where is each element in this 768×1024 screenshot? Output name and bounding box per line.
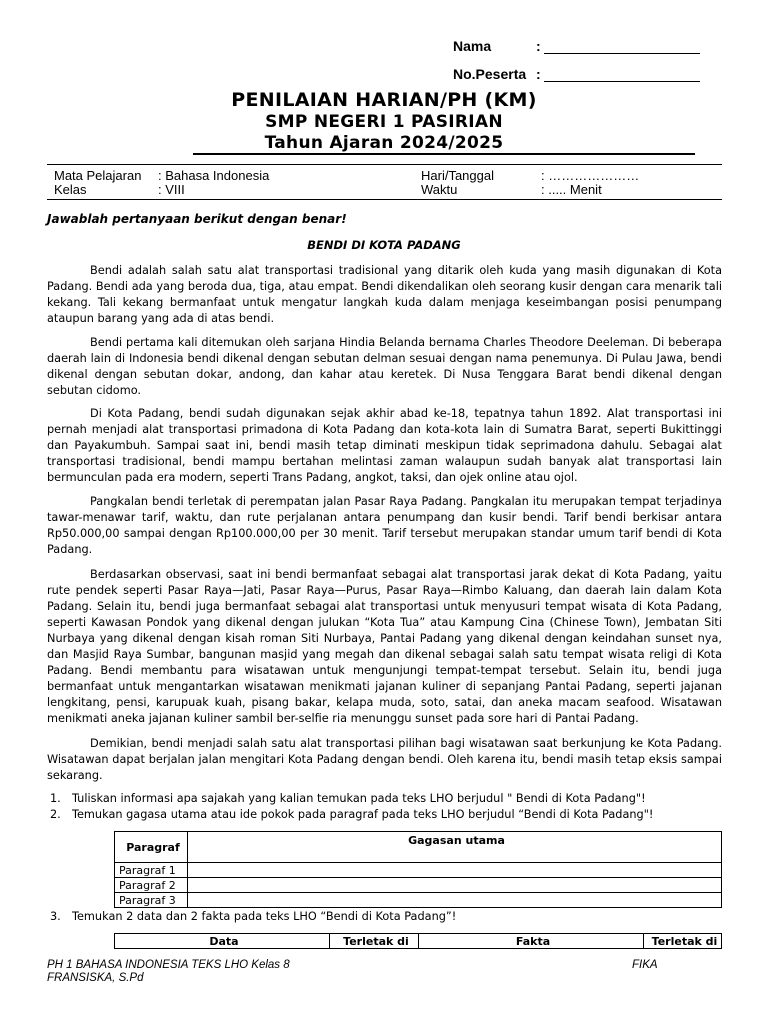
school-name: SMP NEGERI 1 PASIRIAN: [265, 112, 503, 132]
answer-cell[interactable]: [188, 863, 722, 878]
article-paragraph-1: Bendi adalah salah satu alat transportasi tradisional yang ditarik oleh kuda yang masih digunakan di Kota Padang. Bendi ada yang beroda dua, tiga, atau empat. Bendi dikendalikan oleh seorang kusir dengan cara menarik tali kekang. Tali kekang bermanfaat untuk mengatur langkah kuda dalam menjaga keseimbangan posisi penumpang ataupun barang yang ada di atas bendi.: [47, 264, 722, 325]
table-row: [115, 878, 722, 893]
name-label: Nama: [453, 38, 492, 54]
meta-top-divider: [47, 164, 722, 165]
article-paragraph-4: Pangkalan bendi terletak di perempatan jalan Pasar Raya Padang. Pangkalan itu merupakan tempat terjadinya tawar-menawar tarif, waktu, dan rute perjalanan antara penumpang dan kusir bendi. Tarif bendi berkisar antara Rp50.000,00 sampai dengan Rp100.000,00 per 30 menit. Tarif tersebut merupakan standar umum tarif bendi di Kota Padang.: [47, 495, 722, 556]
participant-colon: :: [536, 66, 541, 82]
answer-cell[interactable]: [188, 878, 722, 893]
table-row-label: Paragraf 2: [115, 878, 188, 893]
footer-author: FRANSISKA, S.Pd: [47, 972, 144, 984]
question-2-text: Temukan gagasa utama atau ide pokok pada paragraf pada teks LHO berjudul “Bendi di Kota Padang"!: [72, 808, 654, 821]
participant-label: No.Peserta: [453, 66, 527, 82]
participant-number-field[interactable]: [544, 81, 700, 82]
question-2-number: 2.: [50, 808, 61, 821]
date-value: : …………………: [541, 168, 640, 183]
table-header-fact: Fakta: [419, 934, 644, 949]
article-paragraph-3: Di Kota Padang, bendi sudah digunakan sejak akhir abad ke-18, tepatnya tahun 1892. Alat transportasi ini pernah menjadi alat transportasi primadona di Kota Padang dan kota-kota lain di Sumatra Barat, seperti Bukittinggi dan Payakumbuh. Sampai saat ini, bendi masih tetap diminati meskipun tidak seprimadona dahulu. Sebagai alat transportasi tradisional, bendi mampu bertahan melintasi zaman walaupun sudah banyak alat transportasi lain bermunculan pada era modern, seperti Trans Padang, angkot, taksi, dan ojek online atau ojol.: [47, 407, 722, 484]
table-header-row: [115, 934, 722, 949]
data-fact-table: [114, 933, 722, 949]
date-label: Hari/Tanggal: [421, 168, 494, 183]
subject-label: Mata Pelajaran: [54, 168, 142, 183]
name-colon: :: [536, 38, 541, 54]
time-value: : ..... Menit: [541, 182, 602, 197]
time-label: Waktu: [421, 182, 458, 197]
article-paragraph-2: Bendi pertama kali ditemukan oleh sarjana Hindia Belanda bernama Charles Theodore Deeleman. Di beberapa daerah lain di Indonesia bendi dikenal dengan sebutan delman sesuai dengan nama penemunya. Di Pulau Jawa, bendi dikenal dengan sebutan dokar, andong, dan kahar atau keretek. Di Nusa Tenggara Barat bendi dikenal dengan sebutan cidomo.: [47, 336, 722, 397]
footer-initials: FIKA: [632, 959, 658, 971]
name-field[interactable]: [544, 53, 700, 54]
question-3-number: 3.: [50, 910, 61, 923]
title-underline: [193, 153, 695, 155]
exam-title: PENILAIAN HARIAN/PH (KM): [231, 89, 537, 111]
class-label: Kelas: [54, 182, 87, 197]
question-1-number: 1.: [50, 792, 61, 805]
academic-year: Tahun Ajaran 2024/2025: [264, 133, 504, 153]
question-3-text: Temukan 2 data dan 2 fakta pada teks LHO “Bendi di Kota Padang”!: [72, 910, 457, 923]
table-header-paragraph: Paragraf: [115, 832, 188, 863]
table-row-label: Paragraf 3: [115, 893, 188, 908]
subject-value: : Bahasa Indonesia: [158, 168, 270, 183]
answer-cell[interactable]: [188, 893, 722, 908]
table-row-label: Paragraf 1: [115, 863, 188, 878]
table-header-row: [115, 832, 722, 863]
article-paragraph-5: Berdasarkan observasi, saat ini bendi bermanfaat sebagai alat transportasi jarak dekat di Kota Padang, yaitu rute pendek seperti Pasar Raya—Jati, Pasar Raya—Purus, Pasar Raya—Rimbo Kaluang, dan daerah lain dalam Kota Padang. Selain itu, bendi juga bermanfaat sebagai alat transportasi untuk menyusuri tempat wisata di Kota Padang, seperti Kawasan Pondok yang dikenal dengan julukan “Kota Tua” atau Kampung Cina (Chinese Town), Jembatan Siti Nurbaya yang dikenal dengan kisah roman Siti Nurbaya, Pantai Padang yang dikenal dengan keindahan sunset nya, dan Masjid Raya Sumbar, bangunan masjid yang megah dan dikenal sebagai salah satu tempat wisata religi di Kota Padang. Bendi membantu para wisatawan untuk mengunjungi tempat-tempat tersebut. Selain itu, bendi juga bermanfaat untuk mengantarkan wisatawan menikmati jajanan kuliner di sepanjang Pantai Padang, seperti jajanan lengkitang, pensi, karupuak kuah, pisang bakar, kelapa muda, soto, satai, dan aneka macam seafood. Wisatawan menikmati aneka jajanan kuliner sambil ber-selfie ria menunggu sunset pada sore hari di Pantai Padang.: [47, 568, 722, 725]
footer-course: PH 1 BAHASA INDONESIA TEKS LHO Kelas 8: [47, 959, 290, 971]
table-header-location: Terletak di: [330, 934, 419, 949]
table-row: [115, 893, 722, 908]
table-header-data: Data: [115, 934, 330, 949]
article-paragraph-6: Demikian, bendi menjadi salah satu alat transportasi pilihan bagi wisatawan saat berkunjung ke Kota Padang. Wisatawan dapat berjalan jalan mengitari Kota Padang dengan bendi. Oleh karena itu, bendi masih tetap eksis sampai sekarang.: [47, 737, 722, 782]
main-idea-table: [114, 831, 722, 908]
meta-bottom-divider: [47, 199, 722, 200]
question-1-text: Tuliskan informasi apa sajakah yang kalian temukan pada teks LHO berjudul " Bendi di Kota Padang"!: [72, 792, 646, 805]
table-header-location: Terletak di: [644, 934, 722, 949]
table-header-main-idea: Gagasan utama: [188, 832, 722, 863]
article-title: BENDI DI KOTA PADANG: [307, 238, 461, 252]
class-value: : VIII: [158, 182, 185, 197]
instruction: Jawablah pertanyaan berikut dengan benar!: [47, 212, 347, 226]
table-row: [115, 863, 722, 878]
